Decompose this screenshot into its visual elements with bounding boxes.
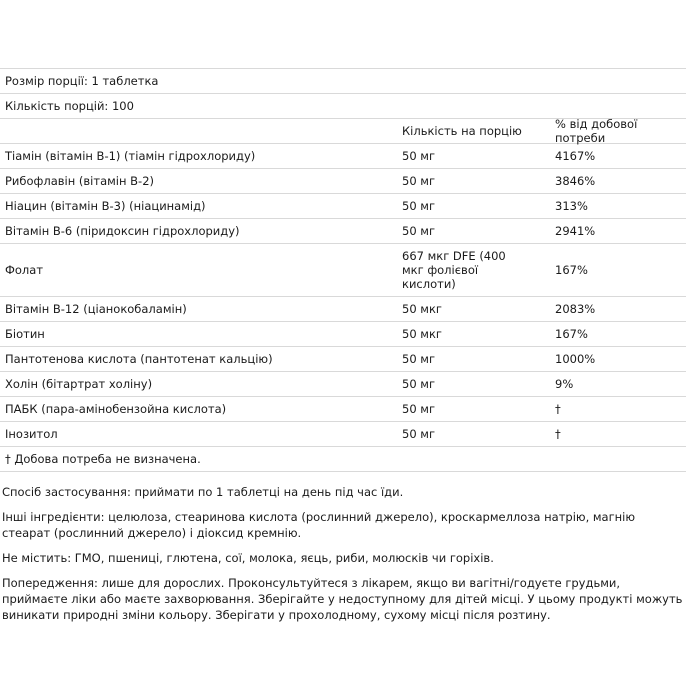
nutrient-amount: 50 мг xyxy=(402,224,436,238)
nutrient-amount: 50 мг xyxy=(402,174,436,188)
table-row xyxy=(0,218,686,243)
nutrient-amount: 50 мг xyxy=(402,402,436,416)
table-row xyxy=(0,371,686,396)
product-notes xyxy=(2,484,686,632)
nutrient-amount: 50 мг xyxy=(402,352,436,366)
nutrient-name: ПАБК (пара-амінобензойна кислота) xyxy=(5,402,227,416)
header-daily-value: % від добової потреби xyxy=(555,117,638,145)
nutrient-name: Біотин xyxy=(5,327,45,341)
nutrient-name: Фолат xyxy=(5,263,44,277)
nutrient-dv: 167% xyxy=(555,263,588,277)
table-row xyxy=(0,321,686,346)
nutrient-amount: 50 мг xyxy=(402,199,436,213)
nutrient-name: Інозитол xyxy=(5,427,58,441)
nutrient-dv: 313% xyxy=(555,199,588,213)
table-row xyxy=(0,193,686,218)
nutrient-amount: 667 мкг DFE (400 мкг фолієвої кислоти) xyxy=(402,249,506,291)
nutrient-dv: 3846% xyxy=(555,174,596,188)
nutrient-dv: 167% xyxy=(555,327,588,341)
nutrient-name: Пантотенова кислота (пантотенат кальцію) xyxy=(5,352,273,366)
nutrient-dv: 2083% xyxy=(555,302,596,316)
table-row xyxy=(0,421,686,446)
nutrient-name: Вітамін B-12 (ціанокобаламін) xyxy=(5,302,187,316)
nutrient-name: Вітамін B-6 (піридоксин гідрохлориду) xyxy=(5,224,240,238)
servings-count-row xyxy=(0,93,686,118)
table-row xyxy=(0,346,686,371)
nutrient-dv: 2941% xyxy=(555,224,596,238)
table-row xyxy=(0,396,686,421)
nutrient-amount: 50 мг xyxy=(402,377,436,391)
daily-value-footnote: † Добова потреба не визначена. xyxy=(5,452,201,466)
footnote-row xyxy=(0,446,686,472)
nutrient-dv: † xyxy=(555,427,561,441)
nutrient-name: Рибофлавін (вітамін B-2) xyxy=(5,174,155,188)
warnings: Попередження: лише для дорослих. Проконсультуйтеся з лікарем, якщо ви вагітні/годуєте грудьми, приймаєте ліки або маєте захворювання. Зберігайте у недоступному для дітей місці. У цьому продукті можуть виникати природні зміни кольору. Зберігати у прохолодному, сухому місці після розтину. xyxy=(2,576,683,622)
table-row xyxy=(0,296,686,321)
other-ingredients: Інші інгредієнти: целюлоза, стеаринова кислота (рослинний джерело), кроскармеллоза натрію, магнію стеарат (рослинний джерело) і діоксид кремнію. xyxy=(2,510,636,540)
allergen-free-statement: Не містить: ГМО, пшениці, глютена, сої, молока, яєць, риби, молюсків чи горіхів. xyxy=(2,551,494,565)
usage-directions: Спосіб застосування: приймати по 1 таблетці на день під час їди. xyxy=(2,485,404,499)
table-row xyxy=(0,243,686,296)
nutrient-dv: 1000% xyxy=(555,352,596,366)
nutrient-amount: 50 мг xyxy=(402,427,436,441)
serving-size: Розмір порції: 1 таблетка xyxy=(5,74,159,88)
nutrient-dv: 4167% xyxy=(555,149,596,163)
table-row xyxy=(0,143,686,168)
nutrient-dv: 9% xyxy=(555,377,574,391)
supplement-facts-table xyxy=(0,68,686,472)
serving-size-row xyxy=(0,68,686,93)
nutrient-name: Ніацин (вітамін B-3) (ніацинамід) xyxy=(5,199,206,213)
header-amount: Кількість на порцію xyxy=(402,124,522,138)
nutrient-amount: 50 мг xyxy=(402,149,436,163)
nutrient-name: Тіамін (вітамін B-1) (тіамін гідрохлориду) xyxy=(5,149,256,163)
nutrient-amount: 50 мкг xyxy=(402,302,442,316)
nutrient-amount: 50 мкг xyxy=(402,327,442,341)
servings-count: Кількість порцій: 100 xyxy=(5,99,134,113)
table-row xyxy=(0,168,686,193)
nutrient-name: Холін (бітартрат холіну) xyxy=(5,377,153,391)
nutrient-dv: † xyxy=(555,402,561,416)
table-header-row xyxy=(0,118,686,143)
